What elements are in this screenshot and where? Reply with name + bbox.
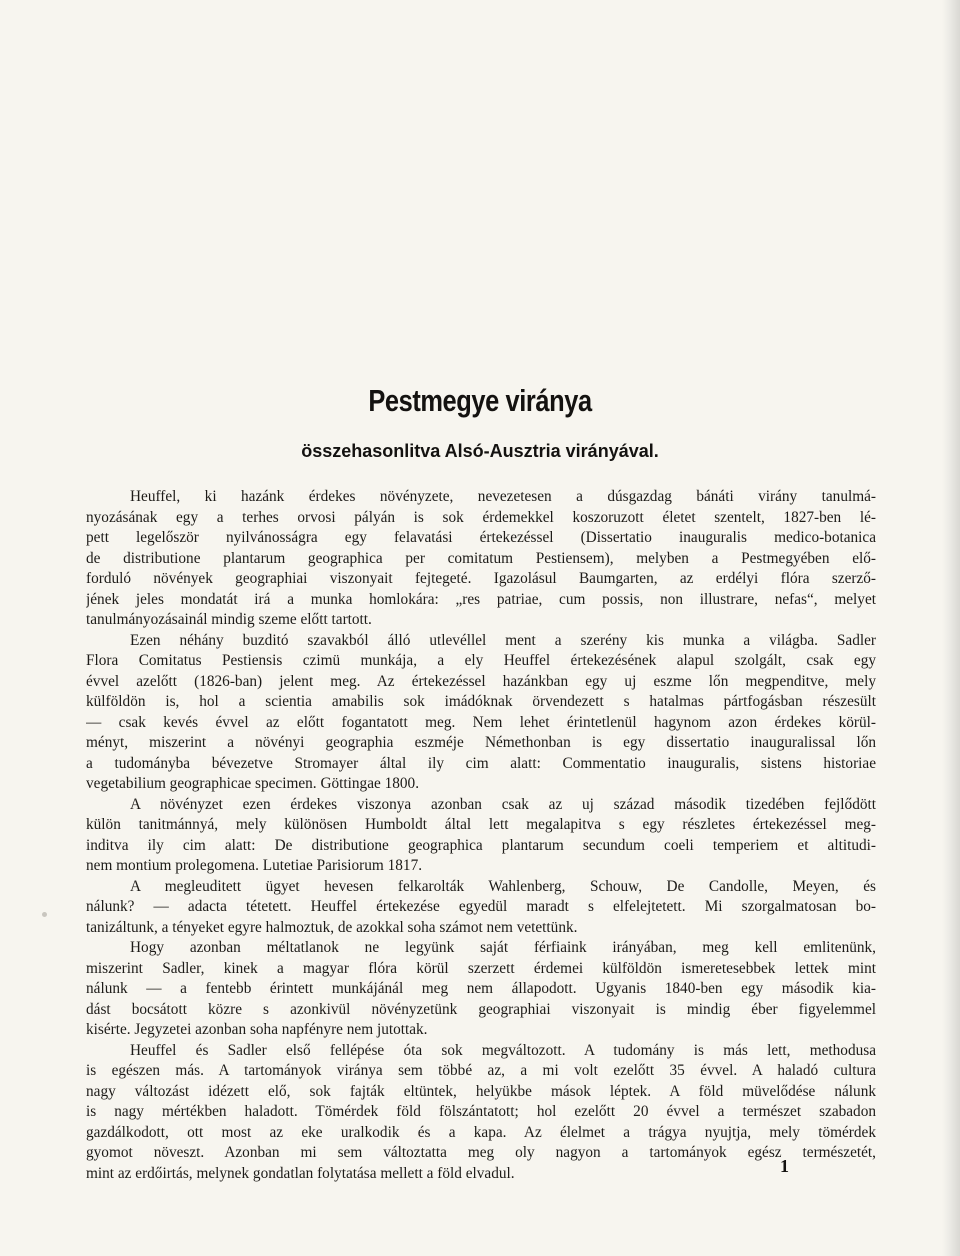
text-line: — csak kevés évvel az előtt fogantatott meg. Nem lehet érintetlenül hagynom azon érdekes körül- (86, 713, 876, 731)
text-line: Heuffel, ki hazánk érdekes növényzete, nevezetesen a dúsgazdag bánáti virány tanulmá- (130, 488, 876, 505)
text-line: gyomot növeszt. Azonban mi sem változtatta meg oly nagyon a tartományok egész természetét, (86, 1144, 876, 1161)
text-line: jének jeles mondatát irá a munka homlokára: „res patriae, cum possis, non illustrare, nefas“, melyet (86, 590, 876, 608)
text-line: Flora Comitatus Pestiensis czimü munkája, a ely Heuffel értekezésének alapul szolgált, csak egy (86, 652, 876, 669)
text-line: forduló növények geographiai viszonyait fejtegeté. Igazolásul Baumgarten, az erdélyi flóra szerző- (86, 570, 876, 587)
text-line: is nagy mértékben haladott. Tömérdek föld fölszántatott; hol ezelőtt 20 évvel a természet szabadon (86, 1103, 876, 1120)
text-line: mint az erdőirtás, melynek gondatlan folytatása mellett a föld elvadul. (86, 1164, 515, 1182)
text-line: Hogy azonban méltatlanok ne legyünk saját férfiaink irányában, meg kell emlitenünk, (130, 939, 876, 956)
text-line: pett legelőször nyilvánosságra egy felavatási értekezéssel (Dissertatio inauguralis medico-botanica (86, 529, 876, 546)
text-line: tanizáltunk, a tényeket egyre halmoztuk, de azokkal soha számot nem vetettünk. (86, 918, 578, 936)
text-line: ményt, miszerint a növényi geographia eszméje Némethonban is egy dissertatio inauguralissal lőn (86, 734, 876, 751)
text-line: is egészen más. A tartományok viránya sem többé az, a mi volt ezelőtt 35 évvel. A haladó cultura (86, 1062, 876, 1079)
text-line: a tudományba bévezetve Stromayer által ily cim alatt: Commentatio inauguralis, sistens historiae (86, 754, 876, 772)
body-text (86, 487, 876, 1184)
page-number: 1 (780, 1156, 789, 1176)
text-line: Ezen néhány buzditó szavakból álló utlevéllel ment a szerény kis munka a világba. Sadler (130, 631, 876, 649)
text-line: dást bocsátott közre s azonkivül növényzetünk geographiai viszonyait is mindig éber figyelemmel (86, 1000, 876, 1018)
text-line: nyozásának egy a terhes orvosi pályán is sok érdemekkel koszoruzott életet szentelt, 1827-ben lé- (86, 508, 876, 526)
text-line: külföldön is, hol a scientia amabilis sok imádóknak örvendezett s hatalmas pártfogásban részesült (86, 693, 876, 710)
text-line: nálunk — a fentebb érintett munkájánál meg nem állapodott. Ugyanis 1840-ben egy második kia- (86, 980, 876, 997)
text-line: A megleuditett ügyet hevesen felkarolták Wahlenberg, Schouw, De Candolle, Meyen, és (130, 877, 876, 895)
text-line: kisérte. Jegyzetei azonban soha napfényre nem jutottak. (86, 1021, 428, 1038)
text-line: tanulmányozásainál mindig szeme előtt tartott. (86, 611, 372, 628)
text-line: de distributione plantarum geographica per comitatum Pestiensem), melyben a Pestmegyében elő- (86, 549, 876, 567)
text-line: Heuffel és Sadler első fellépése óta sok megváltozott. A tudomány is más lett, methodusa (130, 1041, 876, 1059)
page-subtitle: összehasonlitva Alsó-Ausztria virányával. (301, 441, 659, 461)
page-title: Pestmegye viránya (368, 383, 592, 418)
text-line: A növényzet ezen érdekes viszonya azonban csak az uj század második tizedében fejlődött (130, 795, 876, 813)
text-line: nagy változást idézett elő, sok fajták eltüntek, helyükbe mások léptek. A föld müvelődése nálunk (86, 1082, 876, 1100)
text-line: gazdálkodott, ott most az eke uralkodik és a kapa. Az élelmet a trágya nyujtja, mely tömérdek (86, 1123, 876, 1141)
text-line: nem montium prolegomena. Lutetiae Parisiorum 1817. (86, 857, 423, 874)
text-line: külön tanitmánnyá, mely különösen Humboldt által lett megalapitva s egy részletes értekezéssel meg- (86, 816, 876, 833)
text-line: évvel azelőtt (1826-ban) jelent meg. Az értekezéssel hazánkban egy uj eszme lőn megpenditve, mely (86, 672, 876, 690)
text-line: nálunk? — adacta tétetett. Heuffel értekezése egyedül maradt s elfelejtetett. Mi szorgalmatosan bo- (86, 898, 876, 915)
text-line: vegetabilium geographicae specimen. Göttingae 1800. (86, 775, 420, 792)
scan-speck (42, 912, 47, 917)
text-line: miszerint Sadler, kinek a magyar flóra körül szerzett érdemei külföldön ismeretesebbek lettek mint (86, 959, 876, 977)
page-edge-shadow (942, 0, 960, 1256)
text-line: inditva ily cim alatt: De distributione geographica plantarum secundum coeli temperiem et altitudi- (86, 836, 876, 854)
